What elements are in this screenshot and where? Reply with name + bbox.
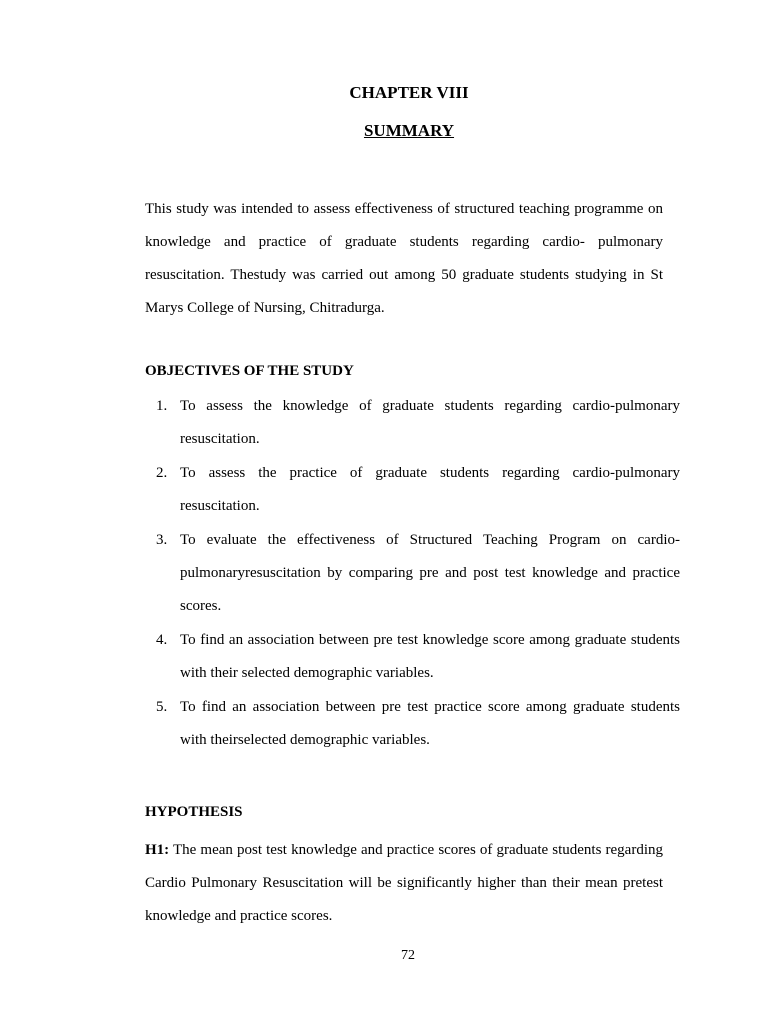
objective-text: To find an association between pre test practice score among graduate students with theirselected demographic variables. — [180, 698, 680, 749]
objective-item — [145, 390, 680, 457]
objectives-heading: OBJECTIVES OF THE STUDY — [145, 363, 354, 379]
objective-text: To assess the knowledge of graduate students regarding cardio-pulmonary resuscitation. — [180, 398, 680, 448]
objective-number: 1. — [156, 398, 168, 414]
objective-number: 4. — [156, 631, 168, 648]
objective-item — [145, 691, 680, 758]
objectives-list — [145, 390, 680, 757]
objective-text: To find an association between pre test knowledge score among graduate students with their selected demographic variables. — [180, 631, 680, 682]
objective-item — [145, 524, 680, 624]
page-number: 72 — [401, 948, 415, 963]
intro-paragraph: This study was intended to assess effectiveness of structured teaching programme on knowledge and practice of graduate students regarding cardio- pulmonary resuscitation. Thestudy was carried out among 50 graduate students studying in St Marys College of Nursing, Chitradurga. — [145, 201, 663, 316]
objective-item — [145, 457, 680, 524]
objective-number: 3. — [156, 531, 168, 548]
hypothesis-heading: HYPOTHESIS — [145, 804, 243, 820]
objective-text: To assess the practice of graduate students regarding cardio-pulmonary resuscitation. — [180, 464, 680, 515]
objective-number: 5. — [156, 698, 168, 715]
hypothesis-h1-label: H1: — [145, 842, 170, 858]
objective-item — [145, 624, 680, 691]
objective-number: 2. — [156, 464, 168, 481]
hypothesis-h1-text: The mean post test knowledge and practice scores of graduate students regarding Cardio Pulmonary Resuscitation will be significantly higher than their mean pretest knowledge and practice scores. — [145, 842, 663, 924]
objective-text: To evaluate the effectiveness of Structured Teaching Program on cardio-pulmonaryresuscitation by comparing pre and post test knowledge and practice scores. — [180, 531, 680, 615]
chapter-number: CHAPTER VIII — [349, 83, 469, 102]
chapter-title: SUMMARY — [363, 121, 455, 140]
hypothesis-h1-paragraph — [145, 834, 663, 933]
